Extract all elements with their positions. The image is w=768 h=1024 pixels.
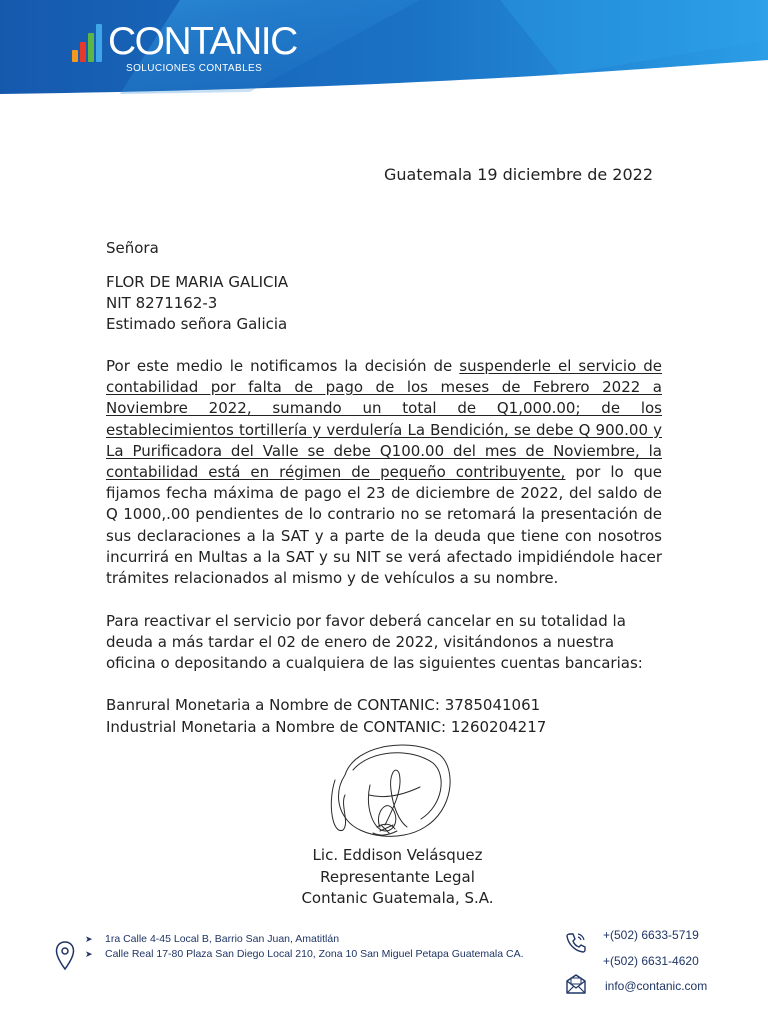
footer-address-1 — [85, 933, 339, 945]
recipient-greeting: Estimado señora Galicia — [106, 315, 288, 333]
brand-name: CONTANIC — [108, 20, 297, 63]
arrow-bullet-icon: ➤ — [85, 934, 93, 944]
notice-underlined: suspenderle el servicio de contabilidad por falta de pago de los meses de Febrero 2022 a Noviembre 2022, sumando un total de Q1,000.00; de los establecimientos tortillería y verdulería La Bendición, se debe Q 900.00 y La Purificadora del Valle se debe Q100.00 del mes de Noviembre, la contabilidad está en régimen de pequeño contribuyente, — [106, 357, 662, 482]
logo-bar-orange — [72, 50, 78, 62]
bank-account-banrural: Banrural Monetaria a Nombre de CONTANIC: 3785041061 — [106, 696, 541, 714]
salutation: Señora — [106, 239, 159, 257]
footer-email[interactable]: info@contanic.com — [605, 979, 708, 993]
brand-tagline: SOLUCIONES CONTABLES — [126, 63, 263, 74]
signer-title: Representante Legal — [320, 867, 475, 886]
footer-address-2 — [85, 948, 524, 960]
logo-bar-green — [88, 33, 94, 62]
logo-bar-red — [80, 42, 86, 62]
recipient-block — [106, 272, 288, 335]
reactivation-paragraph: Para reactivar el servicio por favor deberá cancelar en su totalidad la deuda a más tardar el 02 de enero de 2022, visitándonos a nuestra oficina o depositando a cualquiera de las siguientes cuentas bancarias: — [106, 612, 643, 673]
signer-company: Contanic Guatemala, S.A. — [301, 889, 494, 907]
logo-bars-icon — [72, 22, 106, 62]
bank-account-industrial: Industrial Monetaria a Nombre de CONTANIC: 1260204217 — [106, 717, 547, 736]
notice-rest: por lo que fijamos fecha máxima de pago el 23 de diciembre de 2022, del saldo de Q 1000,.00 pendientes de lo contrario no se retomará la presentación de sus declaraciones a la SAT y a parte de la deuda que tiene con nosotros incurrirá en Multas a la SAT y su NIT se verá afectado impidiéndole hacer trámites relacionados al mismo y de vehículos a su nombre. — [106, 463, 662, 588]
header-banner — [0, 0, 768, 100]
footer-address-1-text: 1ra Calle 4-45 Local B, Barrio San Juan, Amatitlán — [105, 933, 340, 945]
notice-paragraph — [106, 356, 662, 589]
recipient-nit: NIT 8271162-3 — [106, 294, 218, 312]
contanic-logo — [70, 18, 297, 80]
footer-phone-1: +(502) 6633-5719 — [603, 928, 699, 942]
recipient-name: FLOR DE MARIA GALICIA — [106, 273, 289, 291]
phone-icon — [565, 931, 587, 953]
arrow-bullet-icon: ➤ — [85, 949, 93, 959]
footer-phone-2: +(502) 6631-4620 — [603, 954, 699, 968]
location-pin-icon — [55, 940, 75, 972]
logo-bar-blue — [96, 24, 102, 62]
notice-lead: Por este medio le notificamos la decisión de — [106, 357, 460, 375]
mail-icon — [565, 973, 587, 995]
signer-name: Lic. Eddison Velásquez — [312, 846, 483, 864]
signer-block — [270, 845, 525, 910]
handwritten-signature — [325, 735, 460, 847]
bank-accounts — [106, 695, 546, 738]
footer-address-2-text: Calle Real 17-80 Plaza San Diego Local 210, Zona 10 San Miguel Petapa Guatemala CA. — [105, 948, 524, 960]
letter-date: Guatemala 19 diciembre de 2022 — [384, 165, 654, 184]
